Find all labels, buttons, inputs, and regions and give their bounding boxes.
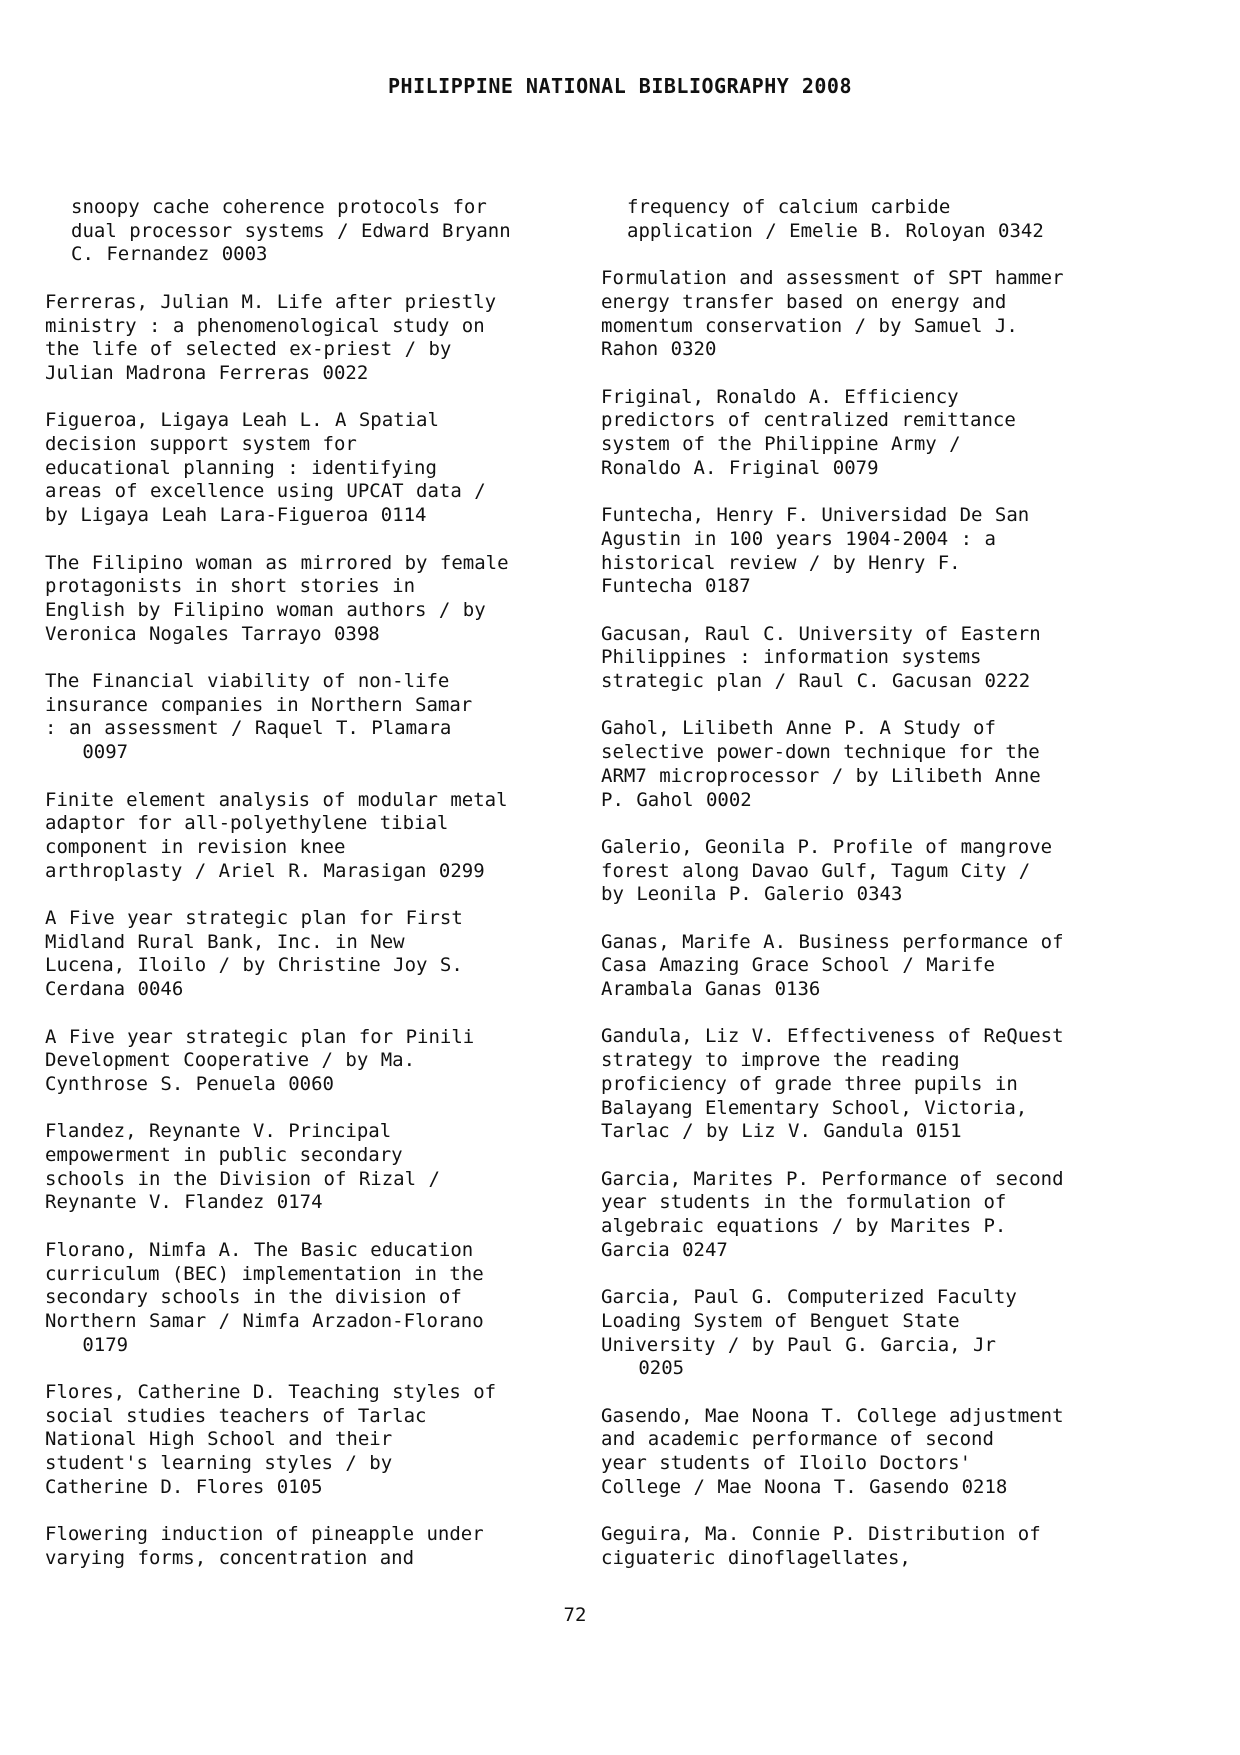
bibliography-entry: [45, 1381, 555, 1500]
bibliography-entry: [601, 1523, 1111, 1570]
entry-line: educational planning : identifying: [45, 456, 437, 479]
entry-line: algebraic equations / by Marites P.: [601, 1215, 1007, 1238]
entry-line: Tarlac / by Liz V. Gandula 0151: [601, 1120, 962, 1143]
entry-line: Ganas, Marife A. Business performance of: [601, 930, 1064, 953]
bibliography-entry: [601, 1168, 1111, 1263]
bibliography-entry: [45, 907, 555, 1002]
entry-line: component in revision knee: [45, 835, 346, 858]
entry-line: curriculum (BEC) implementation in the: [45, 1262, 484, 1285]
bibliography-entry: [45, 1239, 555, 1358]
entry-line: system of the Philippine Army /: [601, 433, 961, 455]
entry-line: ARM7 microprocessor / by Lilibeth Anne: [601, 764, 1041, 787]
bibliography-entry: [45, 789, 555, 884]
entry-line: Figueroa, Ligaya Leah L. A Spatial: [45, 409, 439, 432]
entry-line: English by Filipino woman authors / by: [45, 598, 486, 621]
entry-line: The Filipino woman as mirrored by female: [45, 551, 509, 574]
entry-line: Ferreras, Julian M. Life after priestly: [45, 290, 497, 313]
entry-line: the life of selected ex-priest / by: [45, 338, 452, 361]
entry-line: Northern Samar / Nimfa Arzadon-Florano: [45, 1309, 484, 1332]
entry-line: momentum conservation / by Samuel J.: [601, 314, 1018, 337]
entry-line: Agustin in 100 years 1904-2004 : a: [601, 527, 996, 550]
entry-line: Gandula, Liz V. Effectiveness of ReQuest: [601, 1025, 1064, 1048]
entry-line: Formulation and assessment of SPT hammer: [601, 267, 1064, 290]
entry-line: protagonists in short stories in: [45, 575, 416, 598]
entry-line: 0097: [45, 741, 129, 764]
page-header-title: PHILIPPINE NATIONAL BIBLIOGRAPHY 2008: [387, 74, 853, 98]
entry-line: Julian Madrona Ferreras 0022: [45, 361, 369, 384]
entry-line: by Ligaya Leah Lara-Figueroa 0114: [45, 504, 427, 527]
entry-line: Funtecha 0187: [601, 575, 751, 598]
entry-line: Reynante V. Flandez 0174: [45, 1191, 323, 1214]
entry-line: strategy to improve the reading: [601, 1049, 960, 1072]
entry-line: Finite element analysis of modular metal: [45, 788, 508, 811]
entry-line: Garcia, Marites P. Performance of second: [601, 1167, 1064, 1190]
page-number: 72: [563, 1604, 587, 1626]
entry-line: 0205: [601, 1357, 685, 1380]
entry-line: C. Fernandez 0003: [71, 243, 268, 266]
entry-line: Rahon 0320: [601, 338, 717, 361]
entry-line: by Leonila P. Galerio 0343: [601, 883, 903, 906]
entry-line: Flowering induction of pineapple under: [45, 1523, 484, 1546]
entry-line: year students of Iloilo Doctors': [601, 1452, 972, 1475]
entry-line: historical review / by Henry F.: [601, 551, 961, 574]
bibliography-entry: [601, 386, 1111, 481]
entry-line: National High School and their: [45, 1428, 393, 1451]
entry-line: arthroplasty / Ariel R. Marasigan 0299: [45, 859, 485, 882]
bibliography-entry: [601, 1025, 1111, 1144]
bibliography-entry: [601, 1405, 1111, 1500]
entry-line: year students in the formulation of: [601, 1191, 1007, 1214]
entry-line: Ronaldo A. Friginal 0079: [601, 456, 879, 479]
entry-line: Gacusan, Raul C. University of Eastern: [601, 622, 1041, 645]
entry-line: A Five year strategic plan for Pinili: [45, 1025, 475, 1048]
entry-line: Cynthrose S. Penuela 0060: [45, 1072, 334, 1095]
entry-line: Casa Amazing Grace School / Marife: [601, 954, 995, 977]
entry-line: student's learning styles / by: [45, 1452, 393, 1475]
entry-line: decision support system for: [45, 433, 357, 455]
entry-line: strategic plan / Raul C. Gacusan 0222: [601, 670, 1031, 692]
entry-line: 0179: [45, 1333, 129, 1356]
entry-line: predictors of centralized remittance: [601, 409, 1016, 432]
entry-line: frequency of calcium carbide: [627, 196, 951, 218]
entry-line: The Financial viability of non-life: [45, 670, 450, 692]
entry-line: Philippines : information systems: [601, 646, 982, 669]
bibliography-entry: [601, 836, 1111, 907]
entry-line: A Five year strategic plan for First: [45, 907, 463, 929]
entry-line: snoopy cache coherence protocols for: [71, 196, 487, 218]
entry-line: empowerment in public secondary: [45, 1144, 403, 1166]
entry-line: adaptor for all-polyethylene tibial: [45, 812, 449, 835]
bibliography-entry: [601, 267, 1111, 362]
entry-line: dual processor systems / Edward Bryann: [71, 219, 511, 242]
entry-line: Geguira, Ma. Connie P. Distribution of: [601, 1523, 1041, 1546]
entry-line: Florano, Nimfa A. The Basic education: [45, 1238, 474, 1261]
entry-line: proficiency of grade three pupils in: [601, 1072, 1018, 1095]
bibliography-entry: [45, 1120, 555, 1215]
bibliography-entry: [45, 196, 555, 267]
entry-line: Garcia, Paul G. Computerized Faculty: [601, 1286, 1017, 1309]
entry-line: University / by Paul G. Garcia, Jr: [601, 1333, 996, 1356]
bibliography-entry: [601, 1286, 1111, 1381]
entry-line: Development Cooperative / by Ma.: [45, 1049, 416, 1072]
right-column: [601, 196, 1111, 1594]
bibliography-entry: [601, 717, 1111, 812]
bibliography-entry: [45, 291, 555, 386]
entry-line: Funtecha, Henry F. Universidad De San: [601, 504, 1030, 527]
entry-line: social studies teachers of Tarlac: [45, 1404, 427, 1427]
entry-line: P. Gahol 0002: [601, 788, 752, 811]
bibliography-entry: [45, 670, 555, 765]
entry-line: ciguateric dinoflagellates,: [601, 1546, 911, 1569]
bibliography-entry: [601, 623, 1111, 694]
entry-line: forest along Davao Gulf, Tagum City /: [601, 859, 1031, 882]
entry-line: Balayang Elementary School, Victoria,: [601, 1096, 1028, 1119]
entry-line: energy transfer based on energy and: [601, 290, 1007, 313]
bibliography-entry: [601, 196, 1111, 243]
bibliography-entry: [45, 1026, 555, 1097]
entry-line: : an assessment / Raquel T. Plamara: [45, 717, 452, 740]
entry-line: Arambala Ganas 0136: [601, 978, 821, 1001]
bibliography-entry: [45, 1523, 555, 1570]
entry-line: Flandez, Reynante V. Principal: [45, 1120, 392, 1143]
entry-line: Veronica Nogales Tarrayo 0398: [45, 622, 380, 645]
entry-line: insurance companies in Northern Samar: [45, 693, 473, 716]
entry-line: and academic performance of second: [601, 1428, 994, 1451]
entry-line: selective power-down technique for the: [601, 741, 1040, 764]
entry-line: Lucena, Iloilo / by Christine Joy S.: [45, 954, 463, 977]
entry-line: College / Mae Noona T. Gasendo 0218: [601, 1475, 1008, 1498]
entry-line: Garcia 0247: [601, 1238, 728, 1261]
entry-line: application / Emelie B. Roloyan 0342: [627, 219, 1044, 242]
entry-line: Galerio, Geonila P. Profile of mangrove: [601, 835, 1053, 858]
entry-line: Midland Rural Bank, Inc. in New: [45, 930, 405, 953]
entry-line: Catherine D. Flores 0105: [45, 1475, 323, 1498]
entry-line: schools in the Division of Rizal /: [45, 1167, 440, 1190]
entry-line: varying forms, concentration and: [45, 1546, 415, 1569]
bibliography-entry: [45, 409, 555, 528]
entry-line: Friginal, Ronaldo A. Efficiency: [601, 385, 959, 408]
entry-line: Gasendo, Mae Noona T. College adjustment: [601, 1404, 1064, 1427]
entry-line: secondary schools in the division of: [45, 1286, 462, 1309]
entry-line: Flores, Catherine D. Teaching styles of: [45, 1381, 497, 1403]
entry-line: areas of excellence using UPCAT data /: [45, 480, 486, 503]
entry-line: Loading System of Benguet State: [601, 1309, 960, 1332]
bibliography-entry: [45, 552, 555, 647]
entry-line: ministry : a phenomenological study on: [45, 314, 485, 337]
entry-line: Gahol, Lilibeth Anne P. A Study of: [601, 717, 996, 740]
entry-line: Cerdana 0046: [45, 978, 184, 1001]
left-column: [45, 196, 555, 1594]
bibliography-entry: [601, 931, 1111, 1002]
bibliography-entry: [601, 504, 1111, 599]
